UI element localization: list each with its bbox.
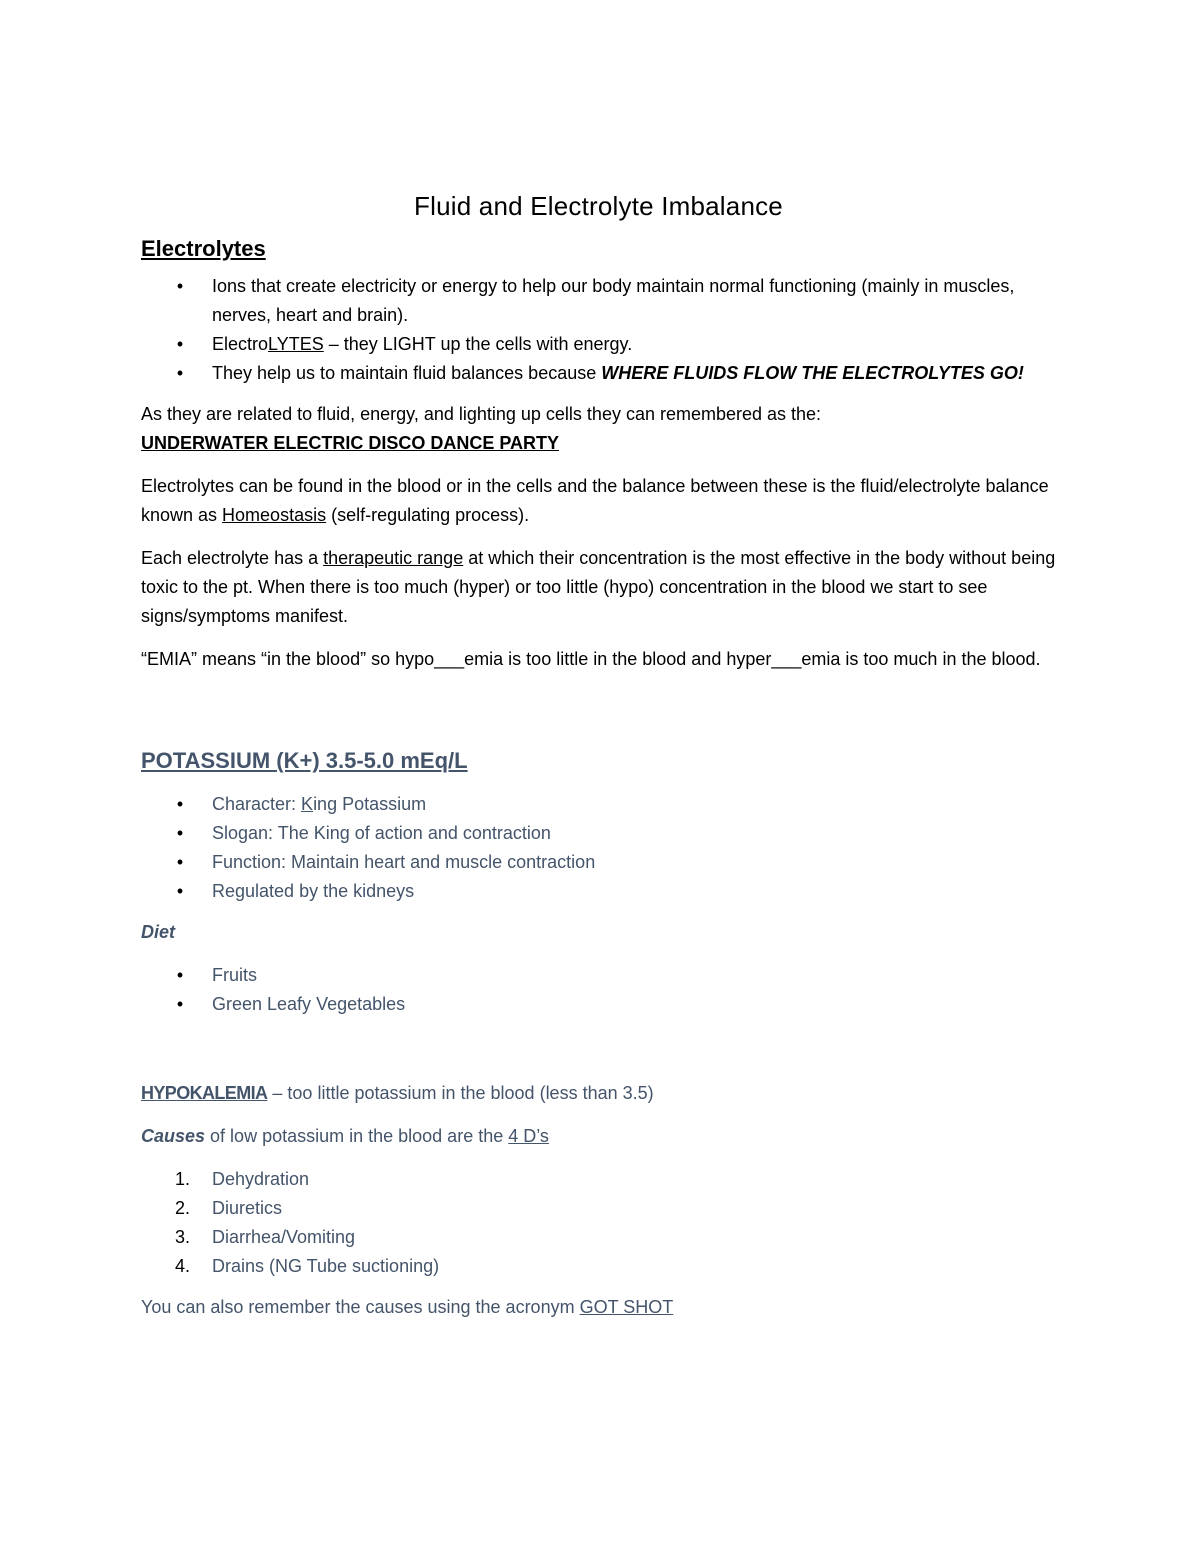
potassium-heading: POTASSIUM (K+) 3.5-5.0 mEq/L (141, 748, 468, 773)
list-item (175, 1223, 1056, 1252)
list-number: 3. (175, 1227, 191, 1247)
causes-intro (141, 1122, 1056, 1151)
cause-text: Diuretics (212, 1198, 283, 1218)
party-paragraph (141, 400, 1056, 458)
hypokalemia-heading: HYPOKALEMIA (141, 1083, 268, 1103)
bullet-icon: • (176, 994, 184, 1014)
cause-text: Diarrhea/Vomiting (212, 1227, 356, 1247)
list-item (175, 1165, 1056, 1194)
bullet-text-pre: Electro (212, 334, 269, 354)
list-item (175, 1252, 1056, 1281)
diet-label: Diet (141, 922, 176, 942)
character-pre: Character: (212, 794, 302, 814)
emia-paragraph: “EMIA” means “in the blood” so hypo___emia is too little in the blood and hyper___emia is too much in the blood. (141, 649, 1041, 669)
acronym-paragraph (141, 1293, 1056, 1322)
bullet-icon: • (176, 363, 184, 383)
causes-label: Causes (141, 1126, 206, 1146)
bullet-text-pre: They help us to maintain fluid balances because (212, 363, 602, 383)
function-text: Function: Maintain heart and muscle contraction (212, 852, 596, 872)
list-item (175, 1194, 1056, 1223)
diet-item: Fruits (212, 965, 257, 985)
party-name: UNDERWATER ELECTRIC DISCO DANCE PARTY (141, 433, 560, 453)
range-post: at which their concentration is the most effective in the body without being toxic to the pt. When there is too much (hyper) or too little (hypo) concentration in the blood we start to see signs/symptoms manifest. (141, 548, 1056, 626)
range-term: therapeutic range (323, 548, 464, 568)
got-shot-link: GOT SHOT (579, 1297, 674, 1317)
character-post: ing Potassium (313, 794, 427, 814)
list-number: 4. (175, 1256, 191, 1276)
list-item (176, 790, 1056, 819)
bullet-icon: • (176, 852, 184, 872)
causes-mid: of low potassium in the blood are the (205, 1126, 509, 1146)
bullet-icon: • (176, 276, 184, 296)
bullet-icon: • (176, 334, 184, 354)
list-item (176, 848, 1056, 877)
hypokalemia-definition: – too little potassium in the blood (less than 3.5) (267, 1083, 654, 1103)
list-item (176, 961, 1056, 990)
party-intro: As they are related to fluid, energy, and lighting up cells they can remembered as the: (141, 404, 822, 424)
electrolytes-bullet-list (141, 272, 1056, 388)
diet-item: Green Leafy Vegetables (212, 994, 406, 1014)
range-pre: Each electrolyte has a (141, 548, 324, 568)
bullet-icon: • (176, 794, 184, 814)
bullet-text-underlined: LYTES (268, 334, 324, 354)
list-item (176, 359, 1056, 388)
therapeutic-range-paragraph (141, 544, 1056, 631)
four-ds-link: 4 D’s (508, 1126, 549, 1146)
homeostasis-pre: Electrolytes can be found in the blood or in the cells and the balance between these is the fluid/electrolyte balance known as (141, 476, 1049, 525)
homeostasis-paragraph (141, 472, 1056, 530)
list-item (176, 819, 1056, 848)
causes-list (141, 1165, 1056, 1281)
character-k: K (301, 794, 314, 814)
homeostasis-term: Homeostasis (222, 505, 327, 525)
acronym-pre: You can also remember the causes using the acronym (141, 1297, 580, 1317)
diet-bullet-list (141, 961, 1056, 1019)
list-item (176, 990, 1056, 1019)
list-item (176, 272, 1056, 330)
bullet-icon: • (176, 881, 184, 901)
bullet-text-emphasis: WHERE FLUIDS FLOW THE ELECTROLYTES GO! (601, 363, 1024, 383)
bullet-icon: • (176, 823, 184, 843)
list-item (176, 330, 1056, 359)
list-item (176, 877, 1056, 906)
list-number: 2. (175, 1198, 191, 1218)
cause-text: Dehydration (212, 1169, 310, 1189)
slogan-text: Slogan: The King of action and contraction (212, 823, 551, 843)
electrolytes-heading: Electrolytes (141, 236, 266, 261)
homeostasis-post: (self-regulating process). (326, 505, 530, 525)
cause-text: Drains (NG Tube suctioning) (212, 1256, 440, 1276)
hypokalemia-heading-line (141, 1079, 1056, 1108)
list-number: 1. (175, 1169, 191, 1189)
potassium-bullet-list (141, 790, 1056, 906)
bullet-text-post: – they LIGHT up the cells with energy. (323, 334, 633, 354)
document-body (141, 188, 1056, 1336)
regulated-text: Regulated by the kidneys (212, 881, 415, 901)
bullet-text: Ions that create electricity or energy to help our body maintain normal functioning (mainly in muscles, nerves, heart and brain). (212, 276, 1015, 325)
section-spacer (141, 1031, 1056, 1079)
section-spacer (141, 688, 1056, 746)
bullet-icon: • (176, 965, 184, 985)
document-title: Fluid and Electrolyte Imbalance (414, 191, 783, 221)
